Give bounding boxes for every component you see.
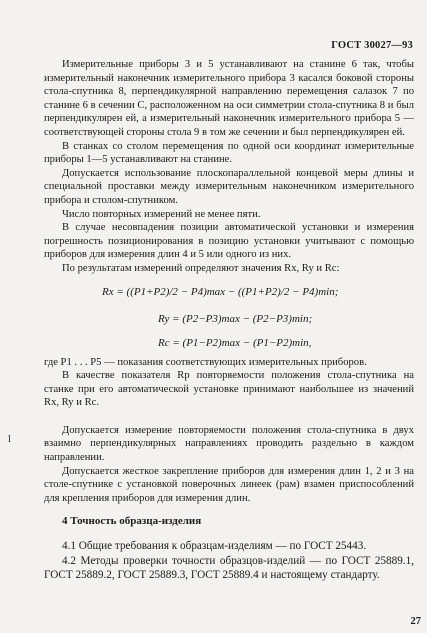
paragraph: В случае несовпадения позиции автоматической установки и измерения погрешность позиционирования в позицию установки учитывают с помощью приборов для измерения длин 4 и 5 или одного из них. (44, 222, 414, 261)
paragraph: Число повторных измерений не менее пяти. (62, 208, 261, 220)
paragraph: где P1 . . . P5 — показания соответствующих измерительных приборов. (44, 356, 367, 368)
paragraph: Допускается жесткое закрепление приборов для измерения длин 1, 2 и 3 на столе-спутнике с установкой поверочных линеек (рам) взамен приспособлений для крепления приборов для измерения длин. (44, 465, 414, 504)
formula-rx: Rx = ((P1+P2)/2 − P4)max − ((P1+P2)/2 − P4)min; (102, 285, 339, 298)
paragraph: В станках со столом перемещения по одной оси координат измерительные приборы 1—5 устанавливают на станине. (44, 140, 414, 166)
page-header: ГОСТ 30027—93 (331, 40, 413, 51)
page-number: 27 (410, 616, 421, 627)
paragraph: 4.1 Общие требования к образцам-изделиям — по ГОСТ 25443. (62, 540, 367, 553)
paragraph: Допускается использование плоскопараллельной концевой меры длины и специальной проставки между измерительным наконечником измерительного прибора и столом-спутником. (44, 167, 414, 206)
formula-rc: Rc = (P1−P2)max − (P1−P2)min, (158, 336, 312, 349)
paragraph: Допускается измерение повторяемости положения стола-спутника в двух взаимно перпендикулярных направлениях проводить раздельно в каждом направлении. (44, 424, 414, 464)
paragraph: В качестве показателя Rp повторяемости положения стола-спутника на станке при его автоматической установке принимают наибольшее из значений Rx, Ry и Rc. (44, 370, 414, 409)
margin-mark: l (8, 434, 11, 445)
paragraph: По результатам измерений определяют значения Rx, Ry и Rc: (62, 262, 340, 274)
section-heading: 4 Точность образца-изделия (62, 515, 202, 528)
paragraph: 4.2 Методы проверки точности образцов-изделий — по ГОСТ 25889.1, ГОСТ 25889.2, ГОСТ 25889.3, ГОСТ 25889.4 и настоящему стандарту. (44, 554, 414, 582)
formula-ry: Ry = (P2−P3)max − (P2−P3)min; (158, 312, 313, 325)
document-body (44, 58, 414, 583)
paragraph: Измерительные приборы 3 и 5 устанавливают на станине 6 так, чтобы измерительный наконечник измерительного прибора 3 касался боковой стороны стола-спутника 8, перпендикулярной направлению перемещения салазок 7 по станине 6 в сечении С, расположенном на оси симметрии стола-спутника 8 и был перпендикулярен ей, а измерительный наконечник измерительного прибора 5 — соответствующей стороны стола 9 в том же сечении и был перпендикулярен ей. (44, 59, 414, 138)
